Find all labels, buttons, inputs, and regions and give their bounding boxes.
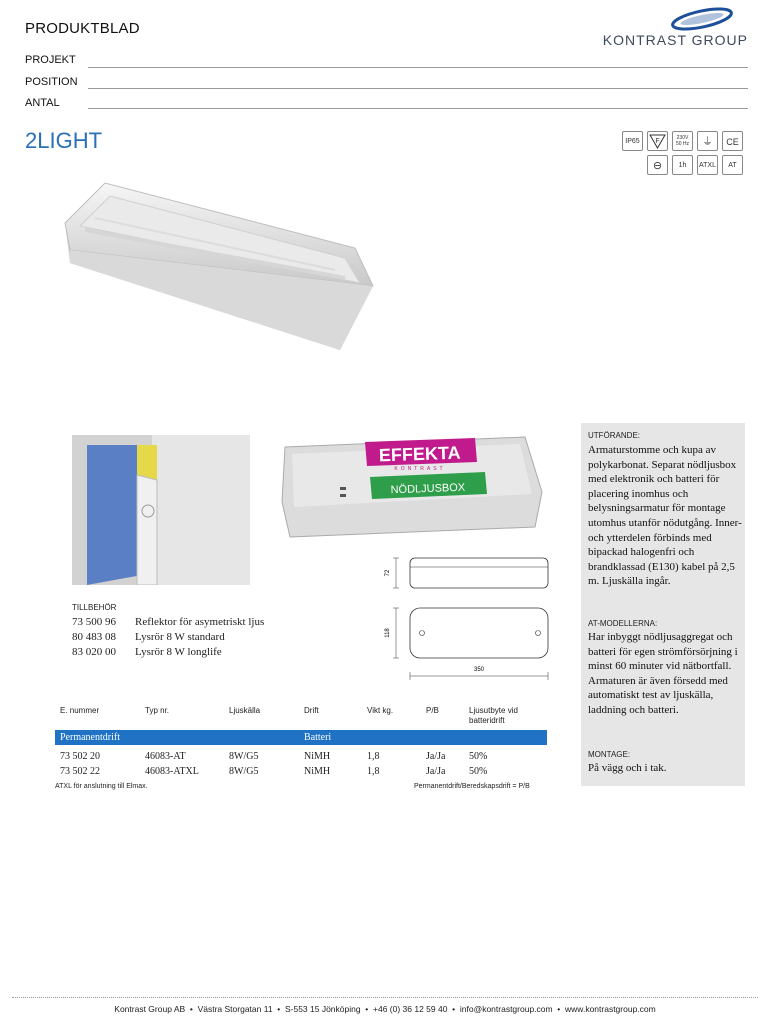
at-models-label: AT-MODELLERNA: bbox=[588, 619, 658, 628]
f-mark-icon bbox=[647, 131, 668, 151]
at-symbol: AT bbox=[722, 155, 743, 175]
field-label-position: POSITION bbox=[25, 76, 78, 88]
atxl-symbol: ATXL bbox=[697, 155, 718, 175]
emergency-light-icon: ⊖ bbox=[647, 155, 668, 175]
montage-text: På vägg och i tak. bbox=[588, 762, 667, 774]
col-header-pb: P/B bbox=[426, 706, 439, 715]
field-line-antal[interactable] bbox=[88, 108, 748, 109]
dim-height-label: 72 bbox=[385, 569, 391, 577]
product-name: 2LIGHT bbox=[25, 128, 103, 153]
voltage-symbol: 230V 50 Hz bbox=[672, 131, 693, 151]
table-row: 73 502 22 46083-ATXL 8W/G5 NiMH 1,8 Ja/Ja 50% bbox=[60, 766, 488, 777]
utforande-text: Armaturstomme och kupa av polykarbonat. Separat nödljusbox med elektronik och batteri för placering inomhus och belysningsarmatur för montage utomhus utanför nödutgång. Inner- och ytterdelen förbinds med bipackad halogenfri och brandklassad (E130) kabel på 2,5 m. Ljuskälla ingår. bbox=[588, 444, 742, 588]
col-header-vikt: Vikt kg. bbox=[367, 706, 394, 715]
accessory-row: 83 020 00 Lysrör 8 W longlife bbox=[72, 646, 222, 658]
footer-contact: Kontrast Group AB • Västra Storgatan 11 • S-553 15 Jönköping • +46 (0) 36 12 59 40 • info@kontrastgroup.com • www.kontrastgroup.com bbox=[114, 1004, 656, 1014]
accessories-label: TILLBEHÖR bbox=[72, 603, 117, 612]
at-models-text: Har inbyggt nödljusaggregat och batteri för egen strömförsörjning i minst 60 minuter vid nätbortfall. Armaturen är även försedd med automatiskt test av ljuskälla, laddning och batteri. bbox=[588, 631, 738, 716]
montage-label: MONTAGE: bbox=[588, 750, 631, 759]
table-section-bar bbox=[55, 730, 547, 745]
table-row: 73 502 20 46083-AT 8W/G5 NiMH 1,8 Ja/Ja 50% bbox=[60, 751, 488, 762]
svg-text:F: F bbox=[655, 138, 660, 145]
duration-symbol: 1h bbox=[672, 155, 693, 175]
field-label-projekt: PROJEKT bbox=[25, 54, 76, 66]
dimension-drawing bbox=[380, 545, 555, 690]
footer-divider bbox=[12, 997, 758, 998]
logo-text: KONTRAST GROUP bbox=[602, 32, 748, 48]
ce-mark-icon: CE bbox=[722, 131, 743, 151]
accessory-row: 73 500 96 Reflektor för asymetriskt ljus bbox=[72, 616, 265, 628]
field-label-antal: ANTAL bbox=[25, 97, 60, 109]
table-note-left: ATXL för anslutning till Elmax. bbox=[55, 783, 148, 790]
permanentdrift-label: Permanentdrift bbox=[60, 732, 120, 743]
col-header-ljusutbyte: Ljusutbyte vid batteridrift bbox=[469, 706, 518, 725]
col-header-ljuskalla: Ljuskälla bbox=[229, 706, 261, 715]
sign-green-text: NÖDLJUSBOX bbox=[390, 481, 466, 497]
dim-depth-label: 118 bbox=[385, 628, 391, 638]
sign-subtitle-text: KONTRAST bbox=[394, 466, 446, 472]
logo-swoosh-icon bbox=[610, 6, 750, 32]
table-note-right: Permanentdrift/Beredskapsdrift = P/B bbox=[414, 783, 530, 790]
ip65-symbol: IP65 bbox=[622, 131, 643, 151]
field-line-projekt[interactable] bbox=[88, 67, 748, 68]
sign-brand-text: EFFEKTA bbox=[378, 442, 461, 466]
field-line-position[interactable] bbox=[88, 88, 748, 89]
ground-icon: ⏚ bbox=[697, 131, 718, 151]
emergency-box-photo bbox=[280, 432, 544, 547]
installation-photo bbox=[72, 435, 250, 590]
col-header-enummer: E. nummer bbox=[60, 706, 100, 715]
dim-width-label: 350 bbox=[473, 667, 485, 673]
document-title: PRODUKTBLAD bbox=[25, 20, 140, 37]
utforande-label: UTFÖRANDE: bbox=[588, 431, 640, 440]
col-header-drift: Drift bbox=[304, 706, 319, 715]
product-photo bbox=[55, 178, 380, 363]
batteri-label: Batteri bbox=[304, 732, 332, 743]
col-header-typnr: Typ nr. bbox=[145, 706, 170, 715]
accessory-row: 80 483 08 Lysrör 8 W standard bbox=[72, 631, 225, 643]
description-panel bbox=[581, 423, 745, 786]
